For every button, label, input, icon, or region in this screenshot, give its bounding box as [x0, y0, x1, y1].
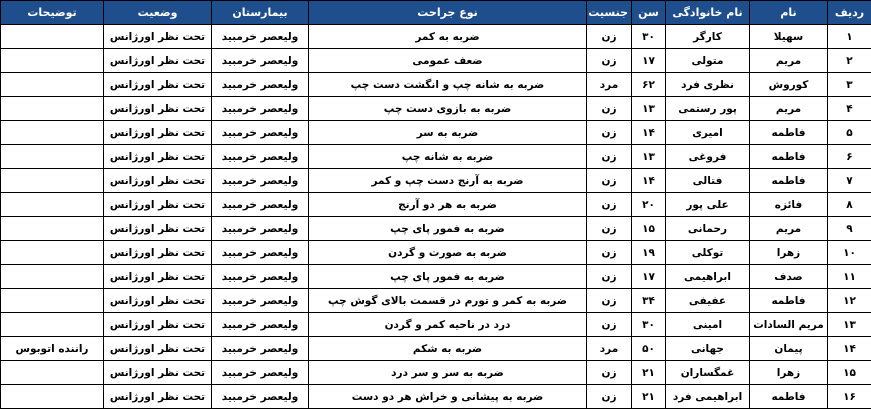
cell-gender: زن: [587, 313, 632, 337]
cell-age: ۳۰: [632, 313, 666, 337]
cell-hospital: ولیعصر خرمبید: [212, 121, 309, 145]
cell-hospital: ولیعصر خرمبید: [212, 217, 309, 241]
header-gender: جنسیت: [587, 1, 632, 25]
table-row: [1, 385, 871, 409]
cell-notes: [1, 121, 104, 145]
cell-gender: زن: [587, 289, 632, 313]
cell-row-no: ۲: [828, 49, 871, 73]
cell-age: ۶۲: [632, 73, 666, 97]
cell-first-name: پیمان: [750, 337, 828, 361]
header-row: [1, 1, 871, 25]
cell-age: ۲۰: [632, 193, 666, 217]
cell-row-no: ۱۲: [828, 289, 871, 313]
cell-row-no: ۱۶: [828, 385, 871, 409]
cell-row-no: ۱۳: [828, 313, 871, 337]
cell-notes: [1, 289, 104, 313]
cell-status: تحت نظر اورژانس: [104, 217, 212, 241]
cell-injury: ضربه به شانه چپ و انگشت دست چپ: [309, 73, 587, 97]
cell-first-name: مریم: [750, 49, 828, 73]
cell-status: تحت نظر اورژانس: [104, 49, 212, 73]
table-row: [1, 337, 871, 361]
cell-hospital: ولیعصر خرمبید: [212, 385, 309, 409]
table-row: [1, 145, 871, 169]
cell-last-name: جهانی: [666, 337, 750, 361]
header-age: سن: [632, 1, 666, 25]
cell-last-name: توکلی: [666, 241, 750, 265]
cell-gender: زن: [587, 193, 632, 217]
cell-gender: زن: [587, 121, 632, 145]
cell-gender: زن: [587, 385, 632, 409]
cell-notes: [1, 169, 104, 193]
cell-row-no: ۸: [828, 193, 871, 217]
table-row: [1, 97, 871, 121]
cell-status: تحت نظر اورژانس: [104, 289, 212, 313]
cell-last-name: نظری فرد: [666, 73, 750, 97]
cell-age: ۲۱: [632, 385, 666, 409]
cell-hospital: ولیعصر خرمبید: [212, 193, 309, 217]
header-last-name: نام خانوادگی: [666, 1, 750, 25]
cell-status: تحت نظر اورژانس: [104, 313, 212, 337]
table-row: [1, 217, 871, 241]
cell-injury: ضربه به سر و سر درد: [309, 361, 587, 385]
cell-injury: ضربه به سر: [309, 121, 587, 145]
cell-last-name: امیری: [666, 121, 750, 145]
cell-first-name: مریم: [750, 217, 828, 241]
cell-age: ۵۰: [632, 337, 666, 361]
cell-first-name: فاطمه: [750, 289, 828, 313]
cell-last-name: فتالی: [666, 169, 750, 193]
cell-injury: درد در ناحیه کمر و گردن: [309, 313, 587, 337]
cell-last-name: پور رستمی: [666, 97, 750, 121]
cell-last-name: متولی: [666, 49, 750, 73]
table-row: [1, 49, 871, 73]
header-status: وضعیت: [104, 1, 212, 25]
cell-injury: ضربه به هر دو آرنج: [309, 193, 587, 217]
cell-notes: [1, 385, 104, 409]
cell-row-no: ۴: [828, 97, 871, 121]
cell-last-name: امینی: [666, 313, 750, 337]
cell-notes: راننده اتوبوس: [1, 337, 104, 361]
table-row: [1, 169, 871, 193]
cell-gender: زن: [587, 217, 632, 241]
cell-injury: ضربه به فمور پای چپ: [309, 265, 587, 289]
cell-status: تحت نظر اورژانس: [104, 265, 212, 289]
cell-notes: [1, 97, 104, 121]
cell-status: تحت نظر اورژانس: [104, 25, 212, 49]
table-body: [1, 25, 871, 409]
cell-age: ۱۳: [632, 145, 666, 169]
cell-first-name: زهرا: [750, 241, 828, 265]
cell-status: تحت نظر اورژانس: [104, 169, 212, 193]
cell-row-no: ۹: [828, 217, 871, 241]
cell-injury: ضربه به کمر و تورم در قسمت بالای گوش چپ: [309, 289, 587, 313]
cell-hospital: ولیعصر خرمبید: [212, 337, 309, 361]
cell-age: ۱۴: [632, 121, 666, 145]
cell-age: ۱۷: [632, 49, 666, 73]
cell-age: ۲۱: [632, 361, 666, 385]
table-row: [1, 289, 871, 313]
cell-first-name: مریم: [750, 97, 828, 121]
table-row: [1, 313, 871, 337]
cell-first-name: فاطمه: [750, 145, 828, 169]
cell-gender: مرد: [587, 337, 632, 361]
cell-last-name: ابراهیمی: [666, 265, 750, 289]
cell-injury: ضربه به شانه چپ: [309, 145, 587, 169]
cell-last-name: رحمانی: [666, 217, 750, 241]
cell-notes: [1, 145, 104, 169]
cell-status: تحت نظر اورژانس: [104, 193, 212, 217]
cell-first-name: کوروش: [750, 73, 828, 97]
cell-row-no: ۱۵: [828, 361, 871, 385]
cell-row-no: ۵: [828, 121, 871, 145]
cell-last-name: غمگساران: [666, 361, 750, 385]
header-injury: نوع جراحت: [309, 1, 587, 25]
cell-first-name: فاطمه: [750, 121, 828, 145]
cell-age: ۱۳: [632, 97, 666, 121]
cell-injury: ضربه به صورت و گردن: [309, 241, 587, 265]
cell-injury: ضربه به پیشانی و خراش هر دو دست: [309, 385, 587, 409]
cell-injury: ضعف عمومی: [309, 49, 587, 73]
cell-hospital: ولیعصر خرمبید: [212, 241, 309, 265]
cell-first-name: فاطمه: [750, 385, 828, 409]
cell-age: ۳۴: [632, 289, 666, 313]
cell-first-name: فاطمه: [750, 169, 828, 193]
cell-gender: زن: [587, 265, 632, 289]
cell-notes: [1, 217, 104, 241]
table-row: [1, 121, 871, 145]
cell-last-name: عفیفی: [666, 289, 750, 313]
cell-hospital: ولیعصر خرمبید: [212, 169, 309, 193]
table-row: [1, 25, 871, 49]
cell-age: ۱۴: [632, 169, 666, 193]
cell-notes: [1, 73, 104, 97]
cell-gender: زن: [587, 145, 632, 169]
cell-hospital: ولیعصر خرمبید: [212, 25, 309, 49]
cell-last-name: فروغی: [666, 145, 750, 169]
cell-notes: [1, 241, 104, 265]
cell-injury: ضربه به آرنج دست چپ و کمر: [309, 169, 587, 193]
cell-first-name: سهیلا: [750, 25, 828, 49]
cell-hospital: ولیعصر خرمبید: [212, 361, 309, 385]
cell-status: تحت نظر اورژانس: [104, 121, 212, 145]
header-first-name: نام: [750, 1, 828, 25]
cell-status: تحت نظر اورژانس: [104, 361, 212, 385]
cell-injury: ضربه به بازوی دست چپ: [309, 97, 587, 121]
cell-first-name: مریم السادات: [750, 313, 828, 337]
cell-gender: زن: [587, 169, 632, 193]
table-row: [1, 265, 871, 289]
cell-age: ۱۹: [632, 241, 666, 265]
cell-row-no: ۶: [828, 145, 871, 169]
cell-row-no: ۷: [828, 169, 871, 193]
cell-first-name: زهرا: [750, 361, 828, 385]
cell-gender: زن: [587, 361, 632, 385]
table-row: [1, 193, 871, 217]
cell-notes: [1, 25, 104, 49]
cell-age: ۳۰: [632, 25, 666, 49]
cell-notes: [1, 49, 104, 73]
cell-age: ۱۵: [632, 217, 666, 241]
cell-injury: ضربه به کمر: [309, 25, 587, 49]
cell-hospital: ولیعصر خرمبید: [212, 313, 309, 337]
cell-hospital: ولیعصر خرمبید: [212, 145, 309, 169]
cell-first-name: صدف: [750, 265, 828, 289]
cell-row-no: ۳: [828, 73, 871, 97]
cell-notes: [1, 313, 104, 337]
cell-gender: زن: [587, 25, 632, 49]
cell-row-no: ۱۰: [828, 241, 871, 265]
cell-status: تحت نظر اورژانس: [104, 337, 212, 361]
cell-hospital: ولیعصر خرمبید: [212, 97, 309, 121]
header-row-no: ردیف: [828, 1, 871, 25]
cell-status: تحت نظر اورژانس: [104, 145, 212, 169]
cell-injury: ضربه به شکم: [309, 337, 587, 361]
cell-gender: زن: [587, 97, 632, 121]
cell-last-name: علی پور: [666, 193, 750, 217]
cell-injury: ضربه به فمور پای چپ: [309, 217, 587, 241]
cell-last-name: ابراهیمی فرد: [666, 385, 750, 409]
cell-notes: [1, 193, 104, 217]
cell-gender: مرد: [587, 73, 632, 97]
cell-row-no: ۱۴: [828, 337, 871, 361]
cell-status: تحت نظر اورژانس: [104, 385, 212, 409]
cell-row-no: ۱: [828, 25, 871, 49]
table-row: [1, 73, 871, 97]
cell-first-name: فائزه: [750, 193, 828, 217]
cell-notes: [1, 361, 104, 385]
cell-notes: [1, 265, 104, 289]
cell-hospital: ولیعصر خرمبید: [212, 73, 309, 97]
cell-hospital: ولیعصر خرمبید: [212, 289, 309, 313]
header-hospital: بیمارستان: [212, 1, 309, 25]
cell-hospital: ولیعصر خرمبید: [212, 265, 309, 289]
cell-row-no: ۱۱: [828, 265, 871, 289]
cell-gender: زن: [587, 241, 632, 265]
header-notes: توضیحات: [1, 1, 104, 25]
cell-status: تحت نظر اورژانس: [104, 241, 212, 265]
cell-hospital: ولیعصر خرمبید: [212, 49, 309, 73]
cell-age: ۱۷: [632, 265, 666, 289]
table-row: [1, 361, 871, 385]
cell-gender: زن: [587, 49, 632, 73]
cell-status: تحت نظر اورژانس: [104, 73, 212, 97]
table-row: [1, 241, 871, 265]
cell-last-name: کارگر: [666, 25, 750, 49]
cell-status: تحت نظر اورژانس: [104, 97, 212, 121]
